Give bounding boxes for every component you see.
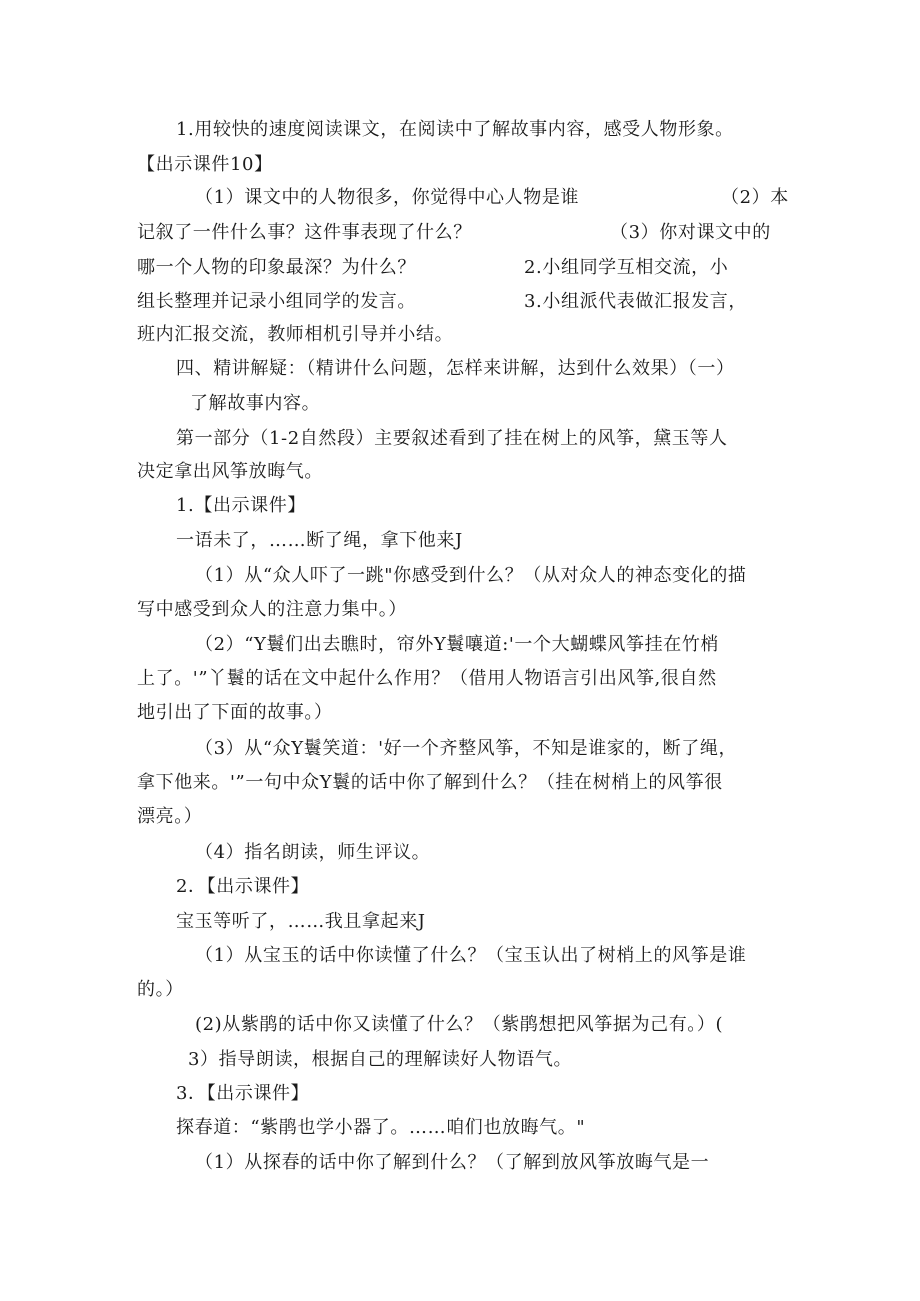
text-line: （1）从探春的话中你了解到什么？（了解到放风筝放晦气是一 <box>195 1152 710 1173</box>
text-line: 上了。'”丫鬟的话在文中起什么作用？（借用人物语言引出风筝,很自然 <box>137 668 717 689</box>
text-line: 2．【出示课件】 <box>176 876 310 897</box>
text-line: 2.小组同学互相交流，小 <box>524 257 729 278</box>
text-line: 1.【出示课件】 <box>176 495 306 516</box>
text-line: 【出示课件10】 <box>137 154 273 175</box>
text-line: （1）从“众人吓了一跳"你感受到什么？（从对众人的神态变化的描 <box>195 565 747 586</box>
text-line: 的。） <box>137 979 184 1000</box>
text-line: 3）指导朗读，根据自己的理解读好人物语气。 <box>188 1049 573 1070</box>
text-line: 1.用较快的速度阅读课文，在阅读中了解故事内容，感受人物形象。 <box>176 119 734 140</box>
text-line: 一语未了，……断了绳，拿下他来J <box>176 530 463 551</box>
text-line: 组长整理并记录小组同学的发言。 <box>137 291 416 312</box>
text-line: 3.小组派代表做汇报发言， <box>524 291 747 312</box>
text-line: 地引出了下面的故事。） <box>137 702 333 723</box>
text-line: (2)从紫鹃的话中你又读懂了什么？（紫鹃想把风筝据为己有。）( <box>195 1014 724 1035</box>
text-line: 漂亮。） <box>137 806 203 827</box>
text-line: （1）课文中的人物很多，你觉得中心人物是谁 <box>195 187 580 208</box>
text-line: 哪一个人物的印象最深？为什么？ <box>137 257 416 278</box>
text-line: 拿下他来。'”一句中众Y鬟的话中你了解到什么？（挂在树梢上的风筝很 <box>137 772 723 793</box>
text-line: 了解故事内容。 <box>190 393 321 414</box>
text-line: 写中感受到众人的注意力集中。） <box>137 599 407 620</box>
text-line: 决定拿出风筝放晦气。 <box>137 461 323 482</box>
text-line: （2）本 <box>721 187 789 208</box>
text-line: 3．【出示课件】 <box>176 1083 310 1104</box>
section-heading: 四、精讲解疑：（精讲什么问题，怎样来讲解，达到什么效果）（一） <box>176 358 735 379</box>
text-line: 宝玉等听了，……我且拿起来J <box>176 911 426 932</box>
text-line: 第一部分（1-2自然段）主要叙述看到了挂在树上的风筝，黛玉等人 <box>176 428 728 449</box>
text-line: （3）你对课文中的 <box>610 222 771 243</box>
text-line: （2）“Y鬟们出去瞧时，帘外Y鬟嚷道:'一个大蝴蝶风筝挂在竹梢 <box>195 634 720 655</box>
text-line: （3）从“众Y鬟笑道：'好一个齐整风筝，不知是谁家的，断了绳， <box>195 738 738 759</box>
text-line: 班内汇报交流，教师相机引导并小结。 <box>137 324 454 345</box>
text-line: （1）从宝玉的话中你读懂了什么？（宝玉认出了树梢上的风筝是谁 <box>195 945 747 966</box>
text-line: （4）指名朗读，师生评议。 <box>195 842 431 863</box>
text-line: 探春道：“紫鹃也学小器了。……咱们也放晦气。" <box>176 1117 586 1138</box>
text-line: 记叙了一件什么事？这件事表现了什么？ <box>137 222 472 243</box>
